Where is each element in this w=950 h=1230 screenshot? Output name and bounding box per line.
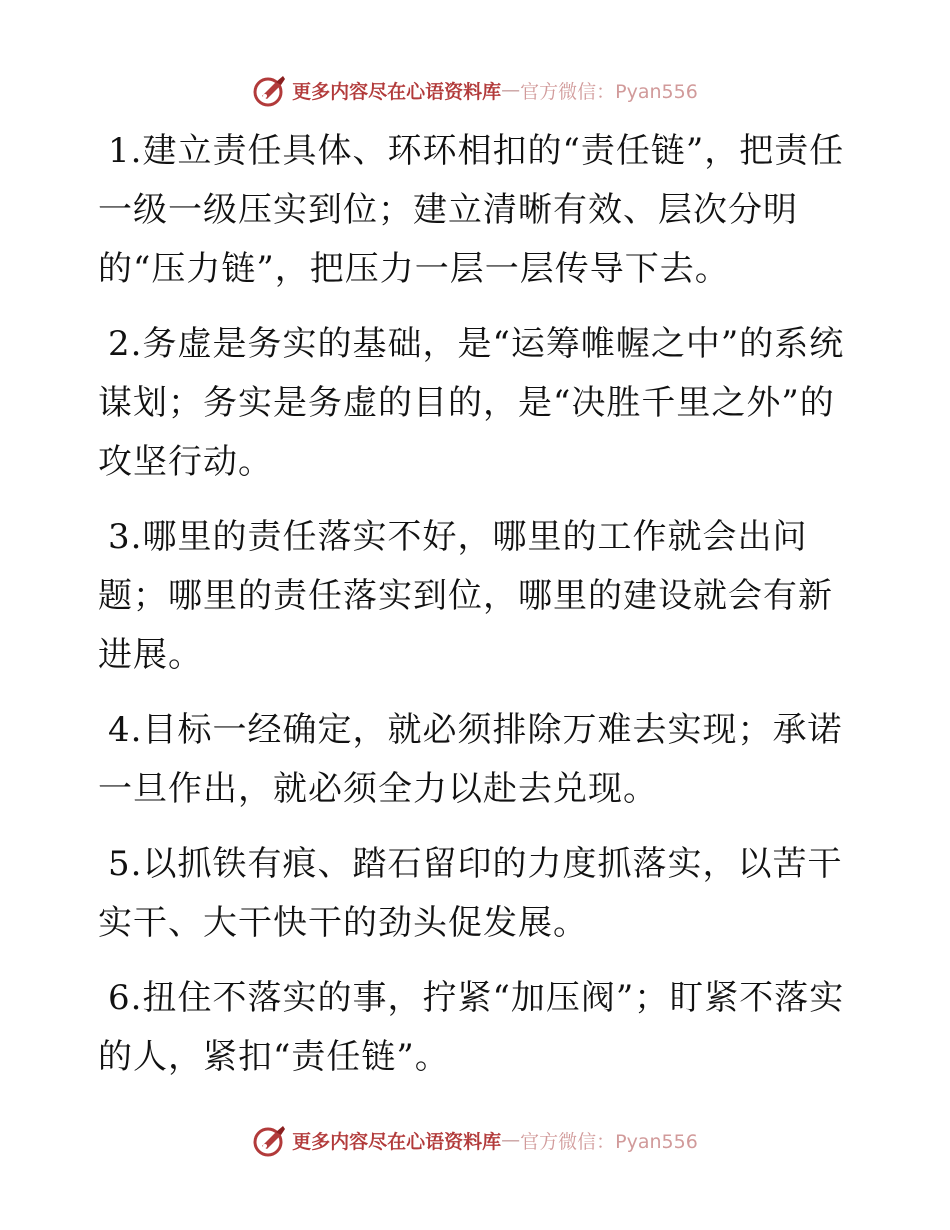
- item-text: 务虚是务实的基础，是“运筹帷幄之中”的系统谋划；务实是务虚的目的，是“决胜千里之外”的攻坚行动。: [98, 324, 845, 482]
- item-number: 1.: [108, 131, 143, 171]
- footer-watermark: [0, 1120, 950, 1160]
- watermark-contact: 官方微信：Pyan556: [520, 80, 698, 103]
- list-item: [98, 508, 858, 685]
- document-body: [98, 122, 858, 1103]
- item-text: 建立责任具体、环环相扣的“责任链”，把责任一级一级压实到位；建立清晰有效、层次分明的“压力链”，把压力一层一层传导下去。: [98, 131, 845, 289]
- list-item: [98, 969, 858, 1087]
- watermark-separator: —: [501, 79, 521, 101]
- item-text: 哪里的责任落实不好，哪里的工作就会出问题；哪里的责任落实到位，哪里的建设就会有新进展。: [98, 517, 833, 675]
- list-item: [98, 122, 858, 299]
- watermark-site-text: 更多内容尽在心语资料库: [292, 80, 502, 103]
- list-item: [98, 315, 858, 492]
- list-item: [98, 835, 858, 953]
- item-number: 4.: [108, 710, 143, 750]
- pen-logo-icon: [252, 1122, 288, 1158]
- watermark-contact: 官方微信：Pyan556: [520, 1130, 698, 1153]
- item-text: 扭住不落实的事，拧紧“加压阀”；盯紧不落实的人，紧扣“责任链”。: [98, 978, 845, 1077]
- pen-logo-icon: [252, 72, 288, 108]
- list-item: [98, 701, 858, 819]
- item-number: 6.: [108, 978, 143, 1018]
- header-watermark: [0, 70, 950, 110]
- watermark-site-text: 更多内容尽在心语资料库: [292, 1130, 502, 1153]
- item-number: 5.: [108, 844, 143, 884]
- item-text: 以抓铁有痕、踏石留印的力度抓落实，以苦干实干、大干快干的劲头促发展。: [98, 844, 843, 943]
- item-number: 3.: [108, 517, 143, 557]
- item-number: 2.: [108, 324, 143, 364]
- item-text: 目标一经确定，就必须排除万难去实现；承诺一旦作出，就必须全力以赴去兑现。: [98, 710, 843, 809]
- watermark-separator: —: [501, 1129, 521, 1151]
